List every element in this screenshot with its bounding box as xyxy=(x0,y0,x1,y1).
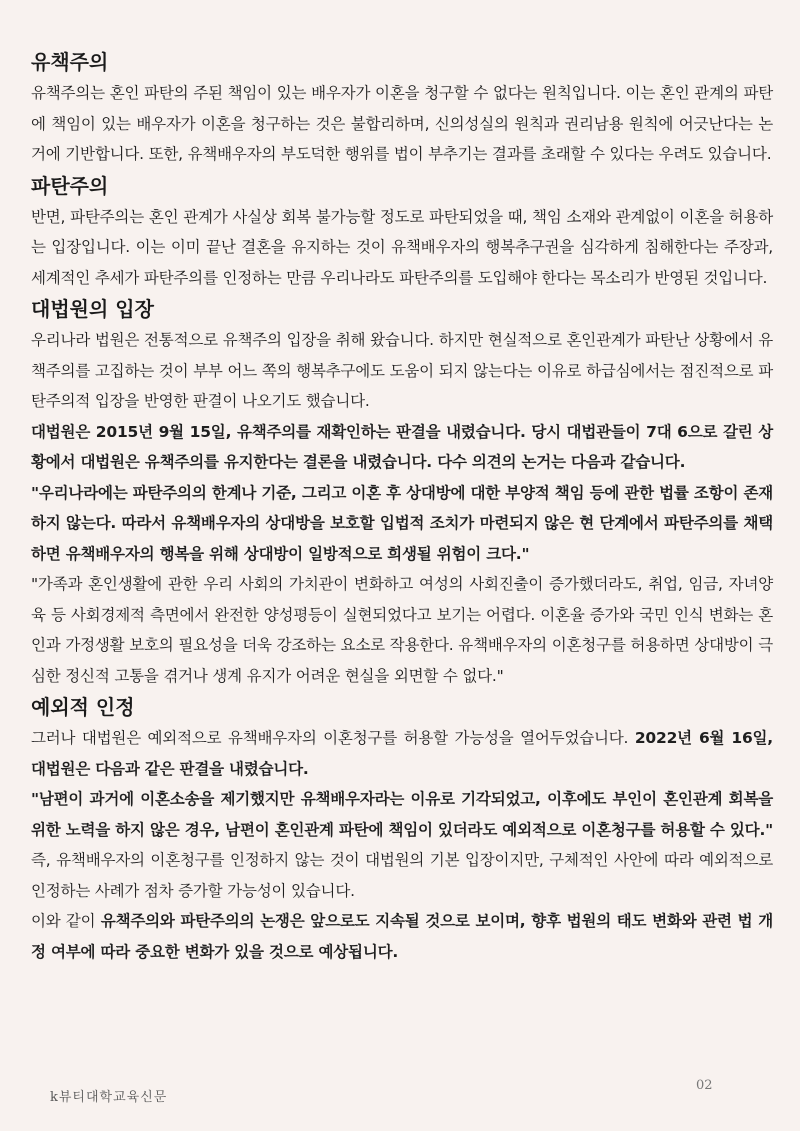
section-supreme-court-position xyxy=(31,293,773,691)
ruling-quote: "남편이 과거에 이혼소송을 제기했지만 유책배우자라는 이유로 기각되었고, 이후에도 부인이 혼인관계 회복을 위한 노력을 하지 않은 경우, 남편이 혼인관계 파탄에 책임이 있더라도 예외적으로 이혼청구를 허용할 수 있다." xyxy=(31,790,774,839)
section-breakdown-principle xyxy=(31,170,773,294)
paragraph-bold: 대법원은 2015년 9월 15일, 유책주의를 재확인하는 판결을 내렸습니다. 당시 대법관들이 7대 6으로 갈린 상황에서 대법원은 유책주의를 유지한다는 결론을 내렸습니다. 다수 의견의 논거는 다음과 같습니다. xyxy=(31,422,773,471)
page-number: 02 xyxy=(696,1078,713,1093)
bold-span: 2022년 6월 16일, 대법원은 다음과 같은 판결을 내렸습니다. xyxy=(31,729,773,778)
footer-publisher: k뷰티대학교육신문 xyxy=(50,1090,168,1105)
section-heading: 예외적 인정 xyxy=(31,695,135,719)
paragraph: 반면, 파탄주의는 혼인 관계가 사실상 회복 불가능할 정도로 파탄되었을 때, 책임 소재와 관계없이 이혼을 허용하는 입장입니다. 이는 이미 끝난 결혼을 유지하는 것이 유책배우자의 행복추구권을 심각하게 침해한다는 주장과, 세계적인 추세가 파탄주의를 인정하는 만큼 우리나라도 파탄주의를 도입해야 한다는 목소리가 반영된 것입니다. xyxy=(31,207,773,287)
conclusion-paragraph xyxy=(31,906,773,967)
section-exceptional-recognition xyxy=(31,691,773,967)
paragraph: 유책주의는 혼인 파탄의 주된 책임이 있는 배우자가 이혼을 청구할 수 없다는 원칙입니다. 이는 혼인 관계의 파탄에 책임이 있는 배우자가 이혼을 청구하는 것은 불합리하며, 신의성실의 원칙과 권리남용 원칙에 어긋난다는 논거에 기반합니다. 또한, 유책배우자의 부도덕한 행위를 법이 부추기는 결과를 초래할 수 있다는 우려도 있습니다. xyxy=(31,84,773,163)
text-span: 그러나 대법원은 예외적으로 유책배우자의 이혼청구를 허용할 가능성을 열어두었습니다. xyxy=(31,729,635,747)
bold-span: 유책주의와 파탄주의의 논쟁은 앞으로도 지속될 것으로 보이며, 향후 법원의 태도 변화와 관련 법 개정 여부에 따라 중요한 변화가 있을 것으로 예상됩니다. xyxy=(31,912,774,961)
majority-opinion-quote: "우리나라에는 파탄주의의 한계나 기준, 그리고 이혼 후 상대방에 대한 부양적 책임 등에 관한 법률 조항이 존재하지 않는다. 따라서 유책배우자의 상대방을 보호할 입법적 조치가 마련되지 않은 현 단계에서 파탄주의를 채택하면 유책배우자의 행복을 위해 상대방이 일방적으로 희생될 위험이 크다." xyxy=(31,483,773,563)
paragraph xyxy=(31,723,773,784)
section-heading: 유책주의 xyxy=(31,50,109,74)
section-heading: 대법원의 입장 xyxy=(31,297,154,321)
section-fault-principle xyxy=(31,46,773,170)
article-body xyxy=(31,46,773,967)
section-heading: 파탄주의 xyxy=(31,173,109,198)
paragraph: 우리나라 법원은 전통적으로 유책주의 입장을 취해 왔습니다. 하지만 현실적으로 혼인관계가 파탄난 상황에서 유책주의를 고집하는 것이 부부 어느 쪽의 행복추구에도 도움이 되지 않는다는 이유로 하급심에서는 점진적으로 파탄주의적 입장을 반영한 판결이 나오기도 했습니다. xyxy=(31,331,773,410)
majority-opinion-quote-2: "가족과 혼인생활에 관한 우리 사회의 가치관이 변화하고 여성의 사회진출이 증가했더라도, 취업, 임금, 자녀양육 등 사회경제적 측면에서 완전한 양성평등이 실현되었다고 보기는 어렵다. 이혼율 증가와 국민 인식 변화는 혼인과 가정생활 보호의 필요성을 더욱 강조하는 요소로 작용한다. 유책배우자의 이혼청구를 허용하면 상대방이 극심한 정신적 고통을 겪거나 생계 유지가 어려운 현실을 외면할 수 없다." xyxy=(31,575,773,685)
text-span: 이와 같이 xyxy=(31,912,101,930)
paragraph: 즉, 유책배우자의 이혼청구를 인정하지 않는 것이 대법원의 기본 입장이지만, 구체적인 사안에 따라 예외적으로 인정하는 사례가 점차 증가할 가능성이 있습니다. xyxy=(31,851,773,900)
